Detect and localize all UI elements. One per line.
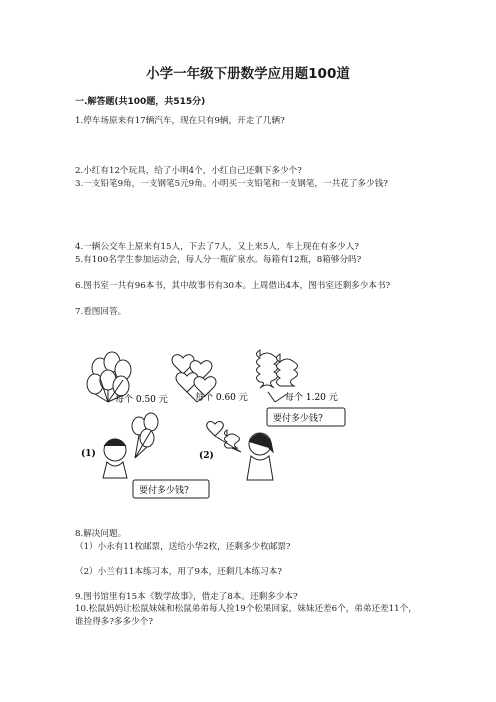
question-10: 10.松鼠妈妈让松鼠妹妹和松鼠弟弟每人捡19个松果回家，妹妹还差6个，弟弟还差11个，谁捡得多?多多少个? [75,604,417,627]
price-label-2: 每个 0.60 元 [195,393,248,403]
speech-bubble-bottom-text: 要付多少钱? [139,486,189,496]
question-4: 4.一辆公交车上原来有15人，下去了7人，又上来5人，车上现在有多少人? [75,242,359,252]
girl-icon [247,433,273,480]
question-6: 6.图书室一共有96本书，其中故事书有30本。上周借出4本，图书室还剩多少本书? [75,281,391,291]
page-title: 小学一年级下册数学应用题100道 [146,66,350,82]
price-label-3: 每个 1.20 元 [285,393,338,403]
balloon-group-boy-icon [132,413,158,458]
figure-label-1: (1) [81,449,96,459]
question-8: 8.解决问题。 [75,529,127,539]
question-8-1: （1）小永有11枚邮票，送给小华2枚，还剩多少枚邮票? [75,542,291,552]
question-7: 7.看图回答。 [75,307,127,317]
question-5: 5.有100名学生参加运动会，每人分一瓶矿泉水。每箱有12瓶，8箱够分吗? [75,255,362,265]
question-1: 1.停车场原来有17辆汽车，现在只有9辆，开走了几辆? [75,116,285,126]
balloon-group-girl-icon [207,422,241,452]
speech-bubble-top-text: 要付多少钱? [273,414,323,424]
question-9: 9.图书馆里有15本《数学故事》，借走了8本。还剩多少本? [75,592,298,602]
figure-label-2: (2) [199,451,214,461]
question-3: 3.一支铅笔9角，一支钢笔5元9角。小明买一支铅笔和一支钢笔，一共花了多少钱? [75,179,388,189]
question-8-2: （2）小兰有11本练习本，用了9本，还剩几本练习本? [75,567,282,577]
balloon-figure [75,340,355,510]
section-heading: 一.解答题(共100题，共515分) [75,97,206,107]
price-label-1: 每个 0.50 元 [115,395,168,405]
boy-icon [103,439,127,478]
question-2: 2.小红有12个玩具，给了小明4个，小红自己还剩下多少个? [75,166,302,176]
